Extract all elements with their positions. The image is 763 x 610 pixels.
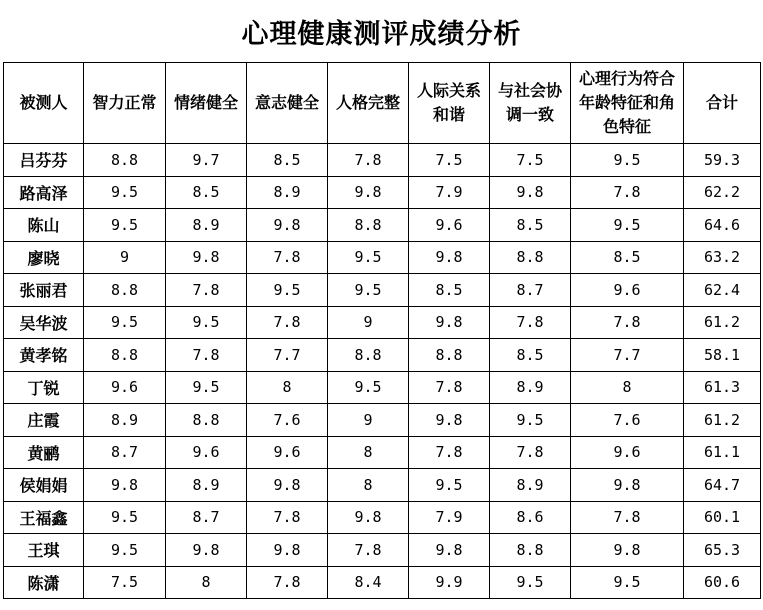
score-cell: 9.5 — [247, 274, 328, 307]
table-row — [4, 306, 761, 339]
score-cell: 8.8 — [84, 144, 166, 177]
score-cell: 9 — [328, 306, 409, 339]
score-cell: 7.8 — [571, 306, 684, 339]
score-cell: 7.8 — [328, 144, 409, 177]
score-cell: 9.8 — [409, 241, 490, 274]
table-row — [4, 436, 761, 469]
score-cell: 9.8 — [247, 534, 328, 567]
score-cell: 9.5 — [84, 306, 166, 339]
header-cell-personality: 人格完整 — [328, 63, 409, 144]
person-name-cell: 侯娟娟 — [4, 469, 84, 502]
total-cell: 58.1 — [684, 339, 761, 372]
table-body — [4, 144, 761, 599]
score-cell: 7.8 — [247, 501, 328, 534]
header-cell-total: 合计 — [684, 63, 761, 144]
score-cell: 9.8 — [247, 469, 328, 502]
score-cell: 7.8 — [409, 436, 490, 469]
score-cell: 7.8 — [247, 241, 328, 274]
score-cell: 9.8 — [409, 404, 490, 437]
score-cell: 8.7 — [84, 436, 166, 469]
header-cell-society: 与社会协调一致 — [490, 63, 571, 144]
score-cell: 8.8 — [328, 209, 409, 242]
table-row — [4, 176, 761, 209]
header-cell-intelligence: 智力正常 — [84, 63, 166, 144]
person-name-cell: 陈潇 — [4, 566, 84, 599]
score-cell: 8.5 — [409, 274, 490, 307]
score-cell: 8.5 — [571, 241, 684, 274]
score-cell: 9.5 — [571, 209, 684, 242]
score-cell: 9.5 — [328, 371, 409, 404]
score-cell: 8.8 — [328, 339, 409, 372]
score-cell: 8.5 — [490, 339, 571, 372]
person-name-cell: 陈山 — [4, 209, 84, 242]
total-cell: 61.2 — [684, 306, 761, 339]
score-cell: 9.5 — [84, 534, 166, 567]
score-cell: 9.5 — [571, 144, 684, 177]
score-cell: 9.8 — [328, 176, 409, 209]
score-cell: 7.6 — [571, 404, 684, 437]
score-cell: 8.9 — [84, 404, 166, 437]
score-cell: 9.8 — [166, 241, 247, 274]
score-cell: 8.9 — [490, 371, 571, 404]
person-name-cell: 廖晓 — [4, 241, 84, 274]
score-cell: 8.7 — [166, 501, 247, 534]
score-cell: 7.9 — [409, 176, 490, 209]
header-cell-behavior: 心理行为符合年龄特征和角色特征 — [571, 63, 684, 144]
total-cell: 63.2 — [684, 241, 761, 274]
person-name-cell: 吕芬芬 — [4, 144, 84, 177]
score-cell: 8.9 — [166, 469, 247, 502]
table-row — [4, 404, 761, 437]
header-cell-name: 被测人 — [4, 63, 84, 144]
score-cell: 7.8 — [328, 534, 409, 567]
score-cell: 9.5 — [328, 241, 409, 274]
score-cell: 8 — [571, 371, 684, 404]
score-cell: 9.6 — [571, 274, 684, 307]
score-cell: 8.7 — [490, 274, 571, 307]
header-cell-emotion: 情绪健全 — [166, 63, 247, 144]
score-cell: 9.7 — [166, 144, 247, 177]
score-cell: 7.7 — [247, 339, 328, 372]
score-cell: 8.5 — [166, 176, 247, 209]
score-cell: 9.5 — [84, 501, 166, 534]
person-name-cell: 黄孝铭 — [4, 339, 84, 372]
score-cell: 7.5 — [490, 144, 571, 177]
table-row — [4, 209, 761, 242]
person-name-cell: 路高泽 — [4, 176, 84, 209]
score-cell: 7.7 — [571, 339, 684, 372]
person-name-cell: 黄鹂 — [4, 436, 84, 469]
score-cell: 8.8 — [490, 241, 571, 274]
score-cell: 7.8 — [166, 274, 247, 307]
score-cell: 8.8 — [409, 339, 490, 372]
score-cell: 9.6 — [166, 436, 247, 469]
score-cell: 9.9 — [409, 566, 490, 599]
person-name-cell: 张丽君 — [4, 274, 84, 307]
score-cell: 8.9 — [247, 176, 328, 209]
score-cell: 9.5 — [490, 404, 571, 437]
score-cell: 9.5 — [166, 306, 247, 339]
score-cell: 7.8 — [247, 306, 328, 339]
score-cell: 9.6 — [409, 209, 490, 242]
score-cell: 8.8 — [490, 534, 571, 567]
score-cell: 8.5 — [490, 209, 571, 242]
total-cell: 61.1 — [684, 436, 761, 469]
score-cell: 9.8 — [247, 209, 328, 242]
page-title: 心理健康测评成绩分析 — [241, 18, 522, 50]
score-cell: 9.8 — [409, 306, 490, 339]
score-cell: 7.8 — [490, 436, 571, 469]
score-cell: 8.9 — [490, 469, 571, 502]
header-cell-will: 意志健全 — [247, 63, 328, 144]
person-name-cell: 丁锐 — [4, 371, 84, 404]
header-cell-relations: 人际关系和谐 — [409, 63, 490, 144]
score-cell: 7.8 — [571, 501, 684, 534]
score-cell: 8.8 — [84, 274, 166, 307]
score-cell: 8.6 — [490, 501, 571, 534]
score-table — [3, 62, 761, 599]
score-cell: 9 — [328, 404, 409, 437]
person-name-cell: 王福鑫 — [4, 501, 84, 534]
score-cell: 9.5 — [328, 274, 409, 307]
header-row — [4, 63, 761, 144]
score-cell: 8.4 — [328, 566, 409, 599]
table-row — [4, 371, 761, 404]
score-cell: 9.8 — [166, 534, 247, 567]
total-cell: 65.3 — [684, 534, 761, 567]
total-cell: 61.2 — [684, 404, 761, 437]
score-cell: 9.6 — [571, 436, 684, 469]
score-cell: 8.5 — [247, 144, 328, 177]
total-cell: 64.7 — [684, 469, 761, 502]
score-cell: 7.8 — [571, 176, 684, 209]
score-cell: 9.5 — [490, 566, 571, 599]
score-cell: 9.8 — [571, 469, 684, 502]
score-cell: 9.5 — [84, 209, 166, 242]
score-cell: 7.8 — [409, 371, 490, 404]
score-cell: 9.6 — [84, 371, 166, 404]
score-cell: 8 — [328, 469, 409, 502]
total-cell: 62.2 — [684, 176, 761, 209]
table-row — [4, 274, 761, 307]
score-cell: 8 — [247, 371, 328, 404]
person-name-cell: 庄霞 — [4, 404, 84, 437]
table-row — [4, 339, 761, 372]
score-cell: 9.8 — [571, 534, 684, 567]
score-cell: 8 — [328, 436, 409, 469]
person-name-cell: 王琪 — [4, 534, 84, 567]
score-cell: 7.8 — [166, 339, 247, 372]
score-cell: 9.8 — [84, 469, 166, 502]
score-cell: 9.6 — [247, 436, 328, 469]
score-cell: 8.8 — [84, 339, 166, 372]
score-cell: 8.9 — [166, 209, 247, 242]
total-cell: 61.3 — [684, 371, 761, 404]
score-cell: 9 — [84, 241, 166, 274]
total-cell: 60.1 — [684, 501, 761, 534]
score-cell: 8.8 — [166, 404, 247, 437]
score-cell: 7.8 — [247, 566, 328, 599]
table-row — [4, 566, 761, 599]
score-cell: 9.8 — [490, 176, 571, 209]
score-cell: 9.5 — [409, 469, 490, 502]
score-cell: 9.5 — [166, 371, 247, 404]
table-row — [4, 534, 761, 567]
table-row — [4, 501, 761, 534]
table-row — [4, 144, 761, 177]
score-cell: 9.8 — [409, 534, 490, 567]
score-cell: 9.8 — [328, 501, 409, 534]
score-cell: 7.5 — [84, 566, 166, 599]
person-name-cell: 吴华波 — [4, 306, 84, 339]
score-cell: 7.6 — [247, 404, 328, 437]
total-cell: 64.6 — [684, 209, 761, 242]
table-row — [4, 469, 761, 502]
score-cell: 7.8 — [490, 306, 571, 339]
score-cell: 9.5 — [84, 176, 166, 209]
score-cell: 7.9 — [409, 501, 490, 534]
total-cell: 59.3 — [684, 144, 761, 177]
total-cell: 60.6 — [684, 566, 761, 599]
score-cell: 7.5 — [409, 144, 490, 177]
score-cell: 9.5 — [571, 566, 684, 599]
total-cell: 62.4 — [684, 274, 761, 307]
score-cell: 8 — [166, 566, 247, 599]
table-row — [4, 241, 761, 274]
